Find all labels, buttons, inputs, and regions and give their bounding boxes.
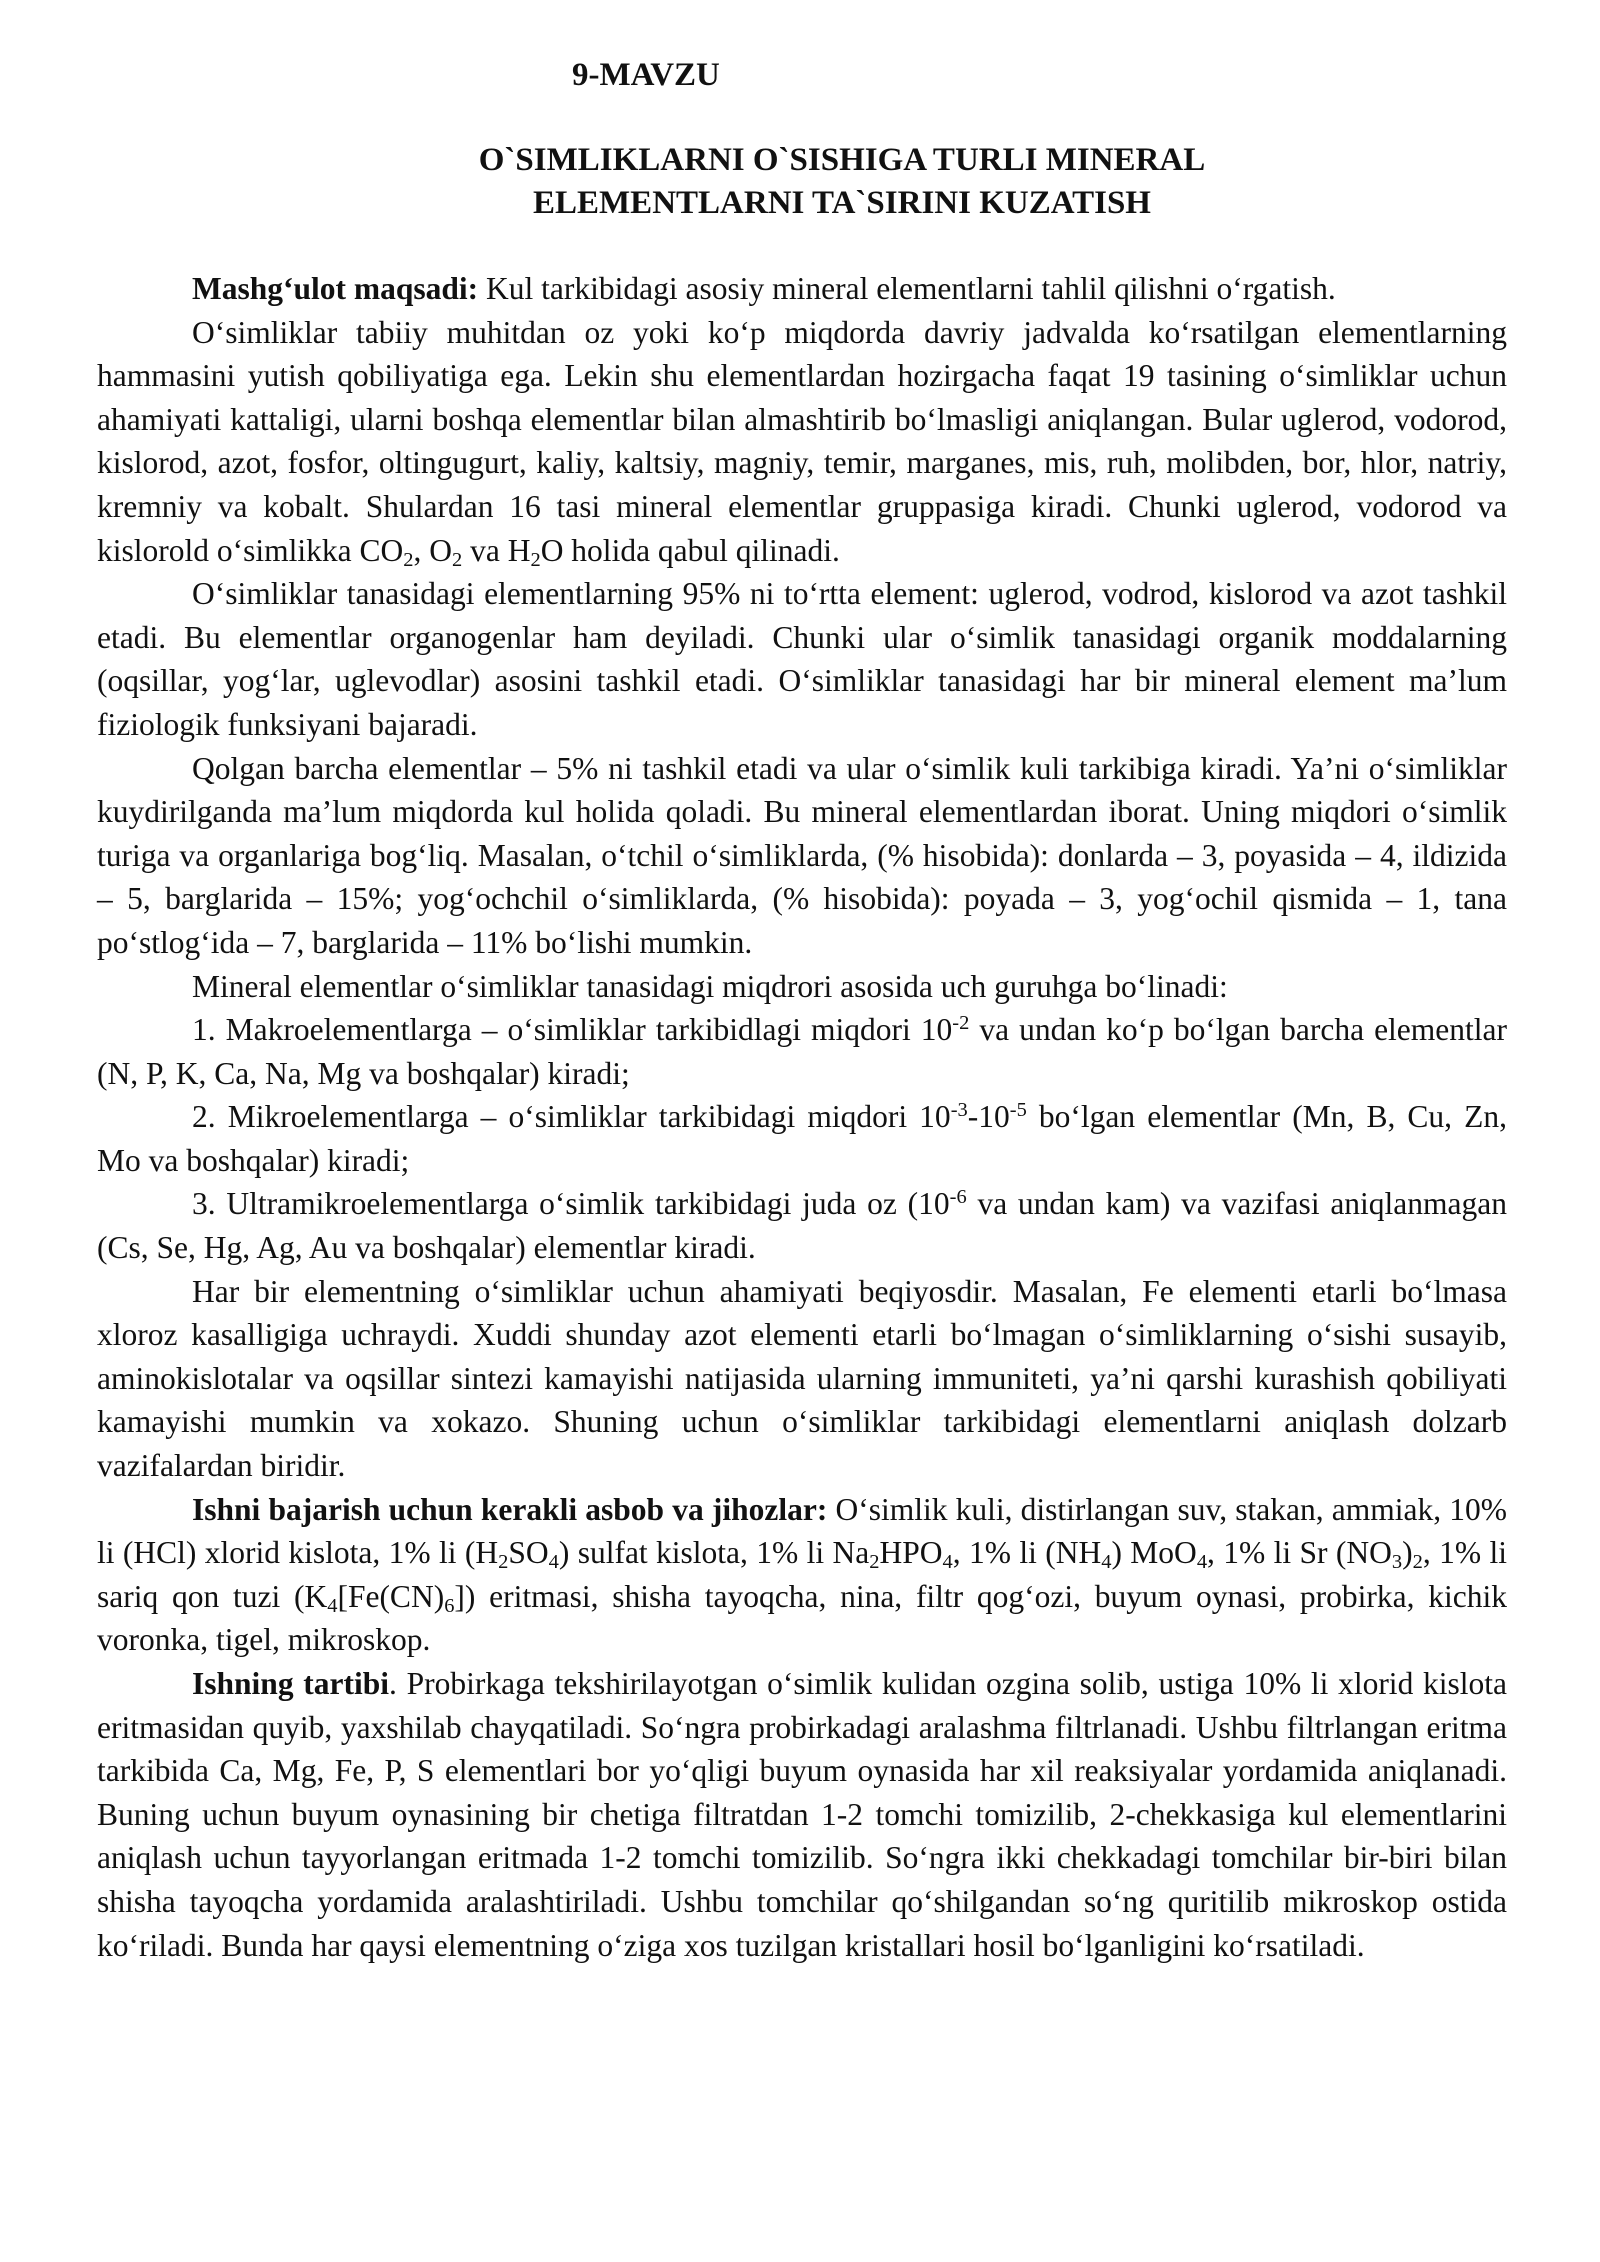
subscript: 4 [942, 1551, 953, 1574]
paragraph-microelements [97, 1095, 1507, 1182]
text-run: SO [508, 1535, 549, 1571]
paragraph-importance: Har bir elementning o‘simliklar uchun ahamiyati beqiyosdir. Masalan, Fe elementi etarli bo‘lmasa xloroz kasalligiga uchraydi. Xuddi shunday azot elementi etarli bo‘lmagan o‘simliklarning o‘sishi susayib, aminokislotalar va oqsillar sintezi kamayishi natijasida ularning immuniteti, ya’ni qarshi kurashish qobiliyati kamayishi mumkin va xokazo. Shuning uchun o‘simliklar tarkibidagi elementlarni aniqlash dolzarb vazifalardan biridir. [97, 1273, 1507, 1484]
text-run: , 1% li sariq qon tuzi (K [97, 1535, 1507, 1614]
text-run: ) MoO [1111, 1535, 1197, 1571]
text-run: 3. Ultramikroelementlarga o‘simlik tarkibidagi juda oz (10 [192, 1186, 950, 1222]
paragraph-elements-intro [97, 311, 1507, 573]
subscript: 2 [498, 1551, 509, 1574]
text-run: , O [413, 532, 452, 568]
document-page [97, 55, 1507, 1967]
objective-label: Mashg‘ulot maqsadi: [192, 271, 479, 306]
text-run: HPO [879, 1535, 943, 1571]
text-run: -10 [967, 1099, 1010, 1135]
subscript: 6 [444, 1594, 455, 1617]
document-title [177, 139, 1507, 225]
superscript: -2 [952, 1011, 970, 1034]
subscript: 4 [1196, 1551, 1208, 1574]
text-run: 1. Makroelementlarga – o‘simliklar tarkibidlagi miqdori 10 [192, 1012, 953, 1048]
text-run: [Fe(CN) [337, 1578, 445, 1614]
subscript: 2 [451, 548, 463, 571]
title-line-1: O`SIMLIKLARNI O`SISHIGA TURLI MINERAL [478, 142, 1206, 178]
text-run: ) sulfat kislota, 1% li Na [558, 1535, 870, 1571]
text-run: bo‘lgan elementlar (Mn, B, Cu, Zn, Mo va boshqalar) kiradi; [97, 1099, 1508, 1178]
text-run: va H [462, 532, 531, 568]
topic-number: 9-MAVZU [572, 57, 720, 93]
text-run: O holida qabul qilinadi. [540, 532, 840, 568]
subscript: 2 [1412, 1551, 1423, 1574]
text-run: ]) eritmasi, shisha tayoqcha, nina, filtr qog‘ozi, buyum oynasi, probirka, kichik voronka, tigel, mikroskop. [97, 1578, 1507, 1658]
superscript: -3 [950, 1099, 968, 1122]
paragraph-objective [97, 267, 1507, 311]
subscript: 4 [548, 1551, 559, 1574]
procedure-text: . Probirkaga tekshirilayotgan o‘simlik kulidan ozgina solib, ustiga 10% li xlorid kislota eritmasidan quyib, yaxshilab chayqatiladi. So‘ngra probirkadagi aralashma filtrlanadi. Ushbu filtrlangan eritma tarkibida Ca, Mg, Fe, P, S elementlari bor yo‘qligi buyum oynasida har xil reaksiyalar yordamida aniqlanadi. Buning uchun buyum oynasining bir chetiga filtratdan 1-2 tomchi tomizilib, 2-chekkasiga kul elementlarini aniqlash uchun tayyorlangan eritmada 1-2 tomchi tomizilib. So‘ngra ikki chekkadagi tomchilar bir-biri bilan shisha tayoqcha yordamida aralashtiriladi. Ushbu tomchilar qo‘shilgandan so‘ng quritilib mikroskop ostida ko‘riladi. Bunda har qaysi elementning o‘ziga xos tuzilgan kristallari hosil bo‘lganligini ko‘rsatiladi. [97, 1666, 1508, 1963]
text-run: O‘simliklar tabiiy muhitdan oz yoki ko‘p miqdorda davriy jadvalda ko‘rsatilgan elementlarning hammasini yutish qobiliyatiga ega. Lekin shu elementlardan hozirgacha faqat 19 tasining o‘simliklar uchun ahamiyati kattaligi, ularni boshqa elementlar bilan almashtirib bo‘lmasligi aniqlangan. Bular uglerod, vodorod, kislorod, azot, fosfor, oltingugurt, kaliy, kaltsiy, magniy, temir, marganes, mis, ruh, molibden, bor, hlor, natriy, kremniy va kobalt. Shulardan 16 tasi mineral elementlar gruppasiga kiradi. Chunki uglerod, vodorod va kislorold o‘simlikka CO [97, 314, 1507, 568]
text-run: ) [1402, 1535, 1413, 1571]
paragraph-procedure [97, 1662, 1507, 1967]
title-line-2: ELEMENTLARNI TA`SIRINI KUZATISH [533, 185, 1151, 221]
paragraph-groups-intro: Mineral elementlar o‘simliklar tanasidagi miqdrori asosida uch guruhga bo‘linadi: [192, 968, 1228, 1004]
superscript: -6 [949, 1186, 967, 1209]
text-run: va undan kam) va vazifasi aniqlanmagan (Cs, Se, Hg, Ag, Au va boshqalar) elementlar kiradi. [97, 1186, 1508, 1266]
subscript: 2 [869, 1551, 880, 1574]
text-run: O‘simlik kuli, distirlangan suv, stakan, ammiak, 10% li (HCl) xlorid kislota, 1% li (H [97, 1491, 1507, 1571]
superscript: -5 [1009, 1099, 1027, 1122]
objective-text: Kul tarkibidagi asosiy mineral elementlarni tahlil qilishni o‘rgatish. [478, 271, 1336, 306]
text-run: , 1% li (NH [952, 1535, 1102, 1571]
paragraph-macroelements [97, 1008, 1507, 1095]
paragraph-ash-content: Qolgan barcha elementlar – 5% ni tashkil etadi va ular o‘simlik kuli tarkibiga kiradi. Ya’ni o‘simliklar kuydirilganda ma’lum miqdorda kul holida qoladi. Bu mineral elementlardan iborat. Uning miqdori o‘simlik turiga va organlariga bog‘liq. Masalan, o‘tchil o‘simliklarda, (% hisobida): donlarda – 3, poyasida – 4, ildizida – 5, barglarida – 15%; yog‘ochchil o‘simliklarda, (% hisobida): poyada – 3, yog‘ochil qismida – 1, tana po‘stlog‘ida – 7, barglarida – 11% bo‘lishi mumkin. [97, 750, 1507, 960]
subscript: 4 [1101, 1551, 1112, 1574]
paragraph-equipment [97, 1488, 1507, 1662]
text-run: , 1% li Sr (NO [1207, 1535, 1392, 1571]
subscript: 2 [530, 548, 541, 571]
text-run: va undan ko‘p bo‘lgan barcha elementlar (N, P, K, Ca, Na, Mg va boshqalar) kiradi; [97, 1012, 1507, 1091]
subscript: 2 [403, 548, 414, 571]
text-run: 2. Mikroelementlarga – o‘simliklar tarkibidagi miqdori 10 [192, 1099, 951, 1135]
paragraph-organogens: O‘simliklar tanasidagi elementlarning 95% ni to‘rtta element: uglerod, vodrod, kislorod va azot tashkil etadi. Bu elementlar organogenlar ham deyiladi. Chunki ular o‘simlik tanasidagi organik moddalarning (oqsillar, yog‘lar, uglevodlar) asosini tashkil etadi. O‘simliklar tanasidagi har bir mineral element ma’lum fiziologik funksiyani bajaradi. [97, 576, 1507, 742]
equipment-label: Ishni bajarish uchun kerakli asbob va jihozlar: [192, 1491, 828, 1527]
paragraph-ultramicroelements [97, 1182, 1507, 1269]
subscript: 4 [327, 1594, 338, 1617]
subscript: 3 [1391, 1551, 1403, 1574]
procedure-label: Ishning tartibi [192, 1666, 390, 1701]
